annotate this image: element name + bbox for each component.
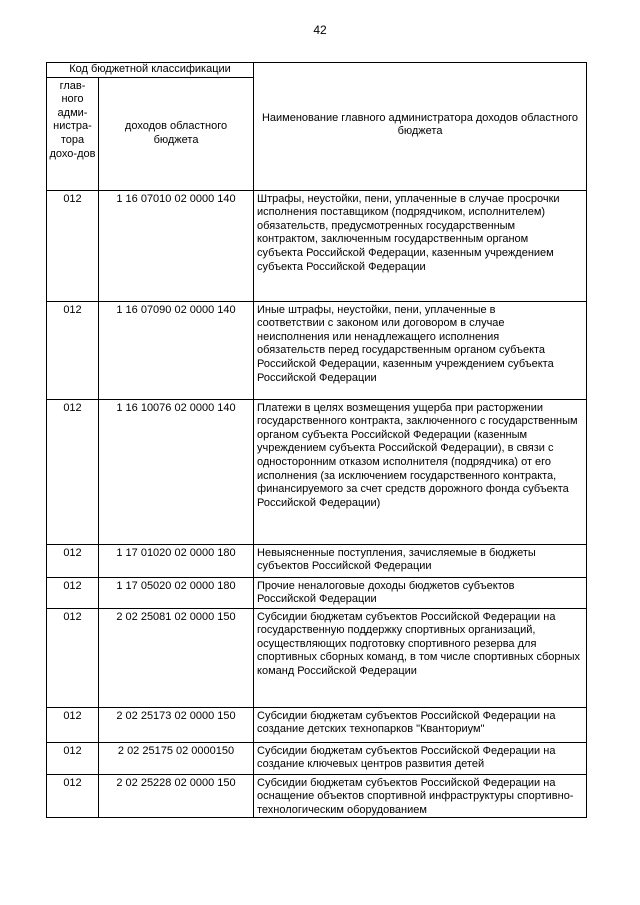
income-code-cell: 2 02 25081 02 0000 150 xyxy=(99,608,254,707)
table-row xyxy=(47,707,587,742)
header-income-code: доходов областного бюджета xyxy=(99,77,254,190)
administrator-name-text: Штрафы, неустойки, пени, уплаченные в случае просрочки исполнения поставщиком (подрядчиком, исполнителем) обязательств, предусмотренных государственным контрактом, заключенным государственным органом субъекта Российской Федерации, казенным учреждением субъекта Российской Федерации xyxy=(257,192,560,273)
admin-code-cell: 012 xyxy=(47,707,99,742)
table-row xyxy=(47,742,587,774)
administrator-name-text: Иные штрафы, неустойки, пени, уплаченные в соответствии с законом или договором в случае неисполнения или ненадлежащего исполнения обязательств перед государственным органом субъекта Российской Федерации, казенным учреждением субъекта Российской Федерации xyxy=(257,303,554,384)
admin-code-cell: 012 xyxy=(47,577,99,608)
administrator-name-text: Невыясненные поступления, зачисляемые в бюджеты субъектов Российской Федерации xyxy=(257,546,536,573)
admin-code-cell: 012 xyxy=(47,544,99,577)
administrator-name-text: Платежи в целях возмещения ущерба при расторжении государственного контракта, заключенного с государственным органом субъекта Российской Федерации (казенным учреждением субъекта Российской Федерации), в связи с односторонним отказом исполнителя (подрядчика) от его исполнения (за исключением государственного контракта, финансируемого за счет средств дорожного фонда субъекта Российской Федерации) xyxy=(257,401,578,509)
admin-code-cell: 012 xyxy=(47,742,99,774)
admin-code-cell: 012 xyxy=(47,774,99,818)
header-admin-code: глав-ного адми-нистра-тора дохо-дов xyxy=(47,77,99,190)
admin-code-cell: 012 xyxy=(47,399,99,544)
income-code-cell: 1 17 01020 02 0000 180 xyxy=(99,544,254,577)
administrator-name-text: Субсидии бюджетам субъектов Российской Федерации на государственную поддержку спортивных организаций, осуществляющих подготовку спортивного резерва для спортивных сборных команд, в том числе спортивных сборных команд Российской Федерации xyxy=(257,610,580,677)
admin-code-cell: 012 xyxy=(47,190,99,301)
income-code-cell: 1 17 05020 02 0000 180 xyxy=(99,577,254,608)
budget-classification-table xyxy=(46,62,587,818)
administrator-name-cell xyxy=(254,399,587,544)
header-administrator-name: Наименование главного администратора доходов областного бюджета xyxy=(254,77,587,190)
income-code-cell: 2 02 25173 02 0000 150 xyxy=(99,707,254,742)
administrator-name-cell xyxy=(254,742,587,774)
administrator-name-cell xyxy=(254,608,587,707)
table-row xyxy=(47,608,587,707)
table-row xyxy=(47,301,587,399)
income-code-cell: 1 16 10076 02 0000 140 xyxy=(99,399,254,544)
administrator-name-cell xyxy=(254,774,587,818)
administrator-name-cell xyxy=(254,577,587,608)
admin-code-cell: 012 xyxy=(47,608,99,707)
income-code-cell: 1 16 07090 02 0000 140 xyxy=(99,301,254,399)
header-budget-classification-code: Код бюджетной классификации xyxy=(47,63,254,78)
table-row xyxy=(47,190,587,301)
table-header-row-group xyxy=(47,63,587,78)
table-row xyxy=(47,577,587,608)
income-code-cell: 1 16 07010 02 0000 140 xyxy=(99,190,254,301)
administrator-name-cell xyxy=(254,301,587,399)
administrator-name-cell xyxy=(254,707,587,742)
header-name-top-cell xyxy=(254,63,587,78)
table-row xyxy=(47,544,587,577)
income-code-cell: 2 02 25228 02 0000 150 xyxy=(99,774,254,818)
admin-code-cell: 012 xyxy=(47,301,99,399)
administrator-name-cell xyxy=(254,544,587,577)
administrator-name-cell xyxy=(254,190,587,301)
administrator-name-text: Субсидии бюджетам субъектов Российской Федерации на создание ключевых центров развития детей xyxy=(257,744,556,771)
table-header-row xyxy=(47,77,587,190)
table-row xyxy=(47,774,587,818)
page-number: 42 xyxy=(313,23,327,37)
administrator-name-text: Субсидии бюджетам субъектов Российской Федерации на оснащение объектов спортивной инфраструктуры спортивно-технологическим оборудованием xyxy=(257,776,574,816)
administrator-name-text: Субсидии бюджетам субъектов Российской Федерации на создание детских технопарков "Кванториум" xyxy=(257,709,556,736)
table-row xyxy=(47,399,587,544)
income-code-cell: 2 02 25175 02 0000150 xyxy=(99,742,254,774)
administrator-name-text: Прочие неналоговые доходы бюджетов субъектов Российской Федерации xyxy=(257,579,515,606)
